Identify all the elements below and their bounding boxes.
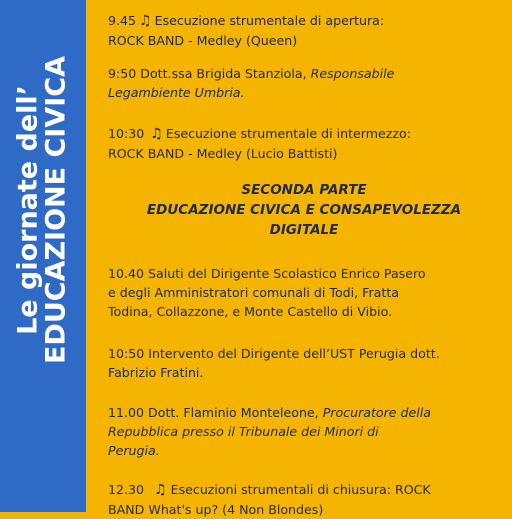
section-heading (108, 180, 500, 240)
item-text: Esecuzione strumentale di intermezzo: (165, 126, 411, 141)
program-item-line: BAND What's up? (4 Non Blondes) (108, 502, 324, 517)
sidebar-title-line1: Le giornate dell’ (12, 85, 44, 335)
program-item-line: 10.40 Saluti del Dirigente Scolastico Enrico Pasero (108, 266, 426, 281)
program-item-line: Todina, Collazzone, e Monte Castello di Vibio. (108, 304, 393, 319)
program-item-line: ROCK BAND - Medley (Queen) (108, 33, 298, 48)
item-time: 10:30 (108, 126, 145, 141)
music-note-icon: ♫ (139, 13, 152, 29)
item-role: Procuratore della (322, 405, 432, 420)
program-item-monteleone (108, 403, 500, 460)
item-role: Responsabile (310, 66, 395, 81)
program-item-line: 10:50 Intervento del Dirigente dell’UST Perugia dott. (108, 346, 440, 361)
program-item-line: Repubblica presso il Tribunale dei Minori di (108, 424, 379, 439)
section-heading-line: SECONDA PARTE (241, 182, 367, 198)
program-item-saluti (108, 264, 500, 321)
program-item-line (108, 403, 500, 422)
program-item-closing (108, 480, 500, 519)
program-item-line (108, 64, 500, 83)
section-heading-line: EDUCAZIONE CIVICA E CONSAPEVOLEZZA (146, 202, 462, 218)
sidebar-banner (0, 0, 86, 512)
item-text: Esecuzione strumentale di apertura: (154, 13, 385, 28)
program-item-line: Legambiente Umbria. (108, 85, 245, 100)
sidebar-title-line2: EDUCAZIONE CIVICA (41, 55, 72, 365)
sidebar-title (12, 55, 72, 365)
section-heading-line: DIGITALE (269, 222, 339, 238)
program-item-line: Fabrizio Fratini. (108, 365, 204, 380)
item-time: 12.30 (108, 482, 145, 497)
program-item-line (108, 11, 500, 31)
program-item-opening (108, 11, 500, 50)
program-item-line: ROCK BAND - Medley (Lucio Battisti) (108, 146, 338, 161)
program-item-line (108, 124, 500, 144)
item-text: Esecuzioni strumentali di chiusura: ROCK (170, 482, 431, 497)
program-item-intermezzo (108, 124, 500, 163)
program-item-stanziola (108, 64, 500, 102)
program-item-line (108, 480, 500, 500)
program-item-line: Perugia. (108, 443, 160, 458)
program-item-line: e degli Amministratori comunali di Todi, Fratta (108, 285, 399, 300)
music-note-icon: ♫ (154, 482, 167, 498)
item-text: 11.00 Dott. Flaminio Monteleone, (108, 405, 319, 420)
program-content (108, 0, 500, 517)
music-note-icon: ♫ (150, 126, 163, 142)
item-time: 9.45 (108, 13, 137, 28)
item-text: 9:50 Dott.ssa Brigida Stanziola, (108, 66, 307, 81)
program-item-fratini (108, 344, 500, 382)
